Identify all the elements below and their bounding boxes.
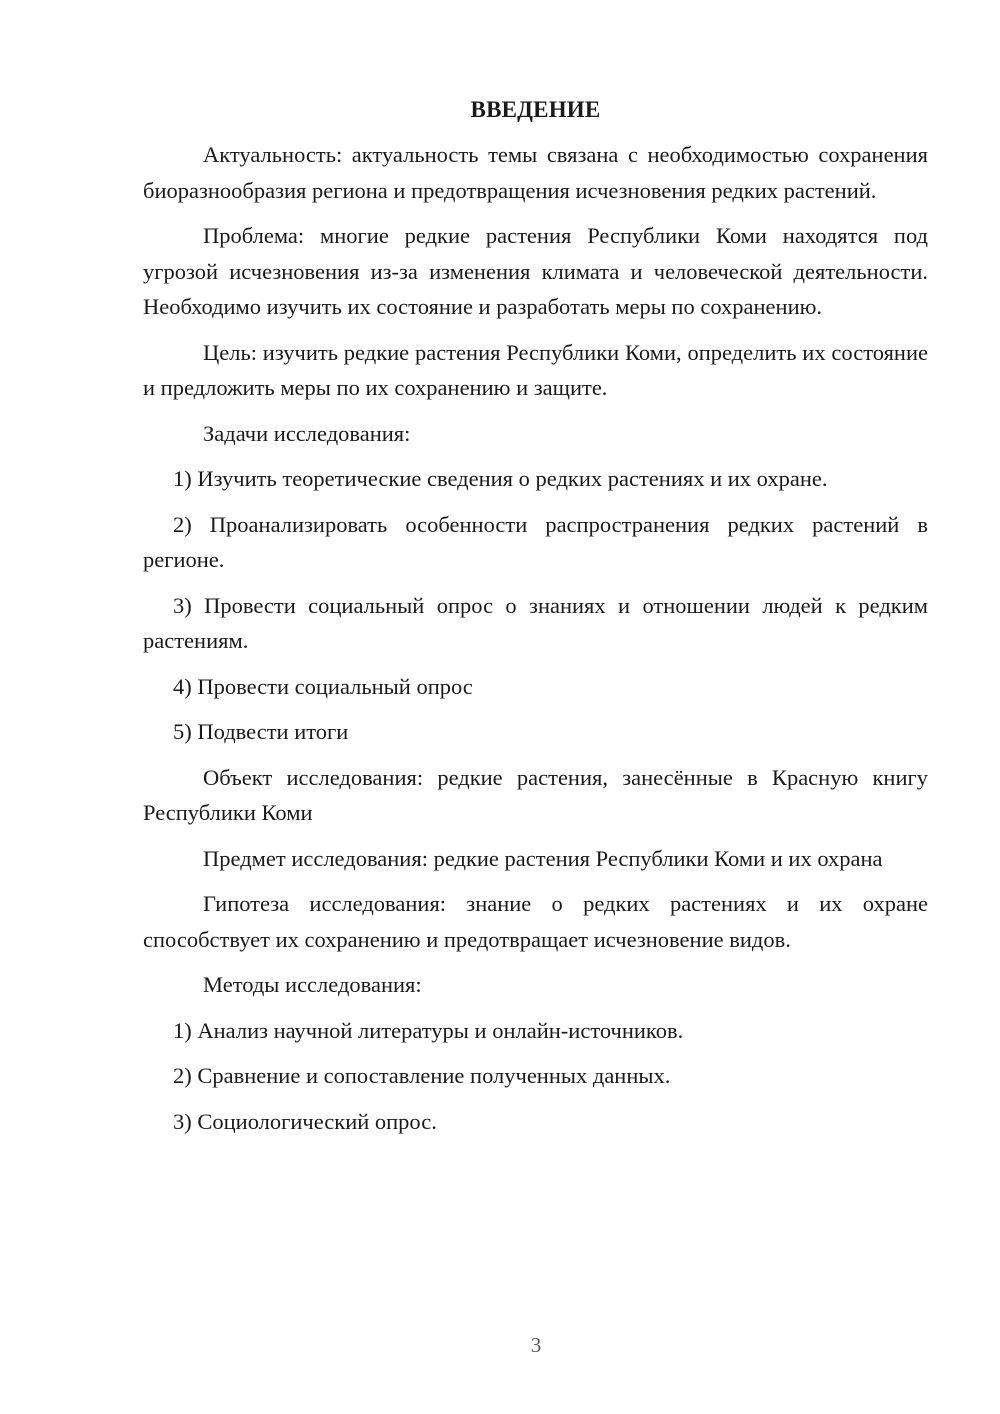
problem-paragraph: Проблема: многие редкие растения Республики Коми находятся под угрозой исчезновения из-за изменения климата и человеческой деятельности. Необходимо изучить их состояние и разработать меры по сохранению.: [143, 223, 928, 319]
methods-heading: Методы исследования:: [203, 972, 422, 997]
section-title: ВВЕДЕНИЕ: [470, 97, 601, 122]
method-item: 3) Социологический опрос.: [173, 1108, 437, 1134]
task-item: 4) Провести социальный опрос: [173, 673, 473, 699]
task-item: 3) Провести социальный опрос о знаниях и отношении людей к редким растениям.: [143, 592, 928, 653]
subject-paragraph: Предмет исследования: редкие растения Республики Коми и их охрана: [203, 845, 883, 871]
task-item: 2) Проанализировать особенности распространения редких растений в регионе.: [143, 511, 928, 572]
relevance-paragraph: Актуальность: актуальность темы связана с необходимостью сохранения биоразнообразия региона и предотвращения исчезновения редких растений.: [143, 142, 928, 203]
tasks-heading: Задачи исследования:: [203, 420, 411, 446]
method-item: 2) Сравнение и сопоставление полученных данных.: [173, 1063, 671, 1088]
method-item: 1) Анализ научной литературы и онлайн-источников.: [173, 1017, 684, 1043]
page-number: 3: [530, 1333, 542, 1357]
hypothesis-paragraph: Гипотеза исследования: знание о редких растениях и их охране способствует их сохранению и предотвращает исчезновение видов.: [143, 891, 928, 952]
task-item: 1) Изучить теоретические сведения о редких растениях и их охране.: [173, 466, 828, 491]
task-item: 5) Подвести итоги: [173, 719, 349, 744]
object-paragraph: Объект исследования: редкие растения, занесённые в Красную книгу Республики Коми: [143, 764, 928, 825]
document-page: [143, 92, 928, 1149]
goal-paragraph: Цель: изучить редкие растения Республики Коми, определить их состояние и предложить меры по их сохранению и защите.: [143, 339, 928, 400]
